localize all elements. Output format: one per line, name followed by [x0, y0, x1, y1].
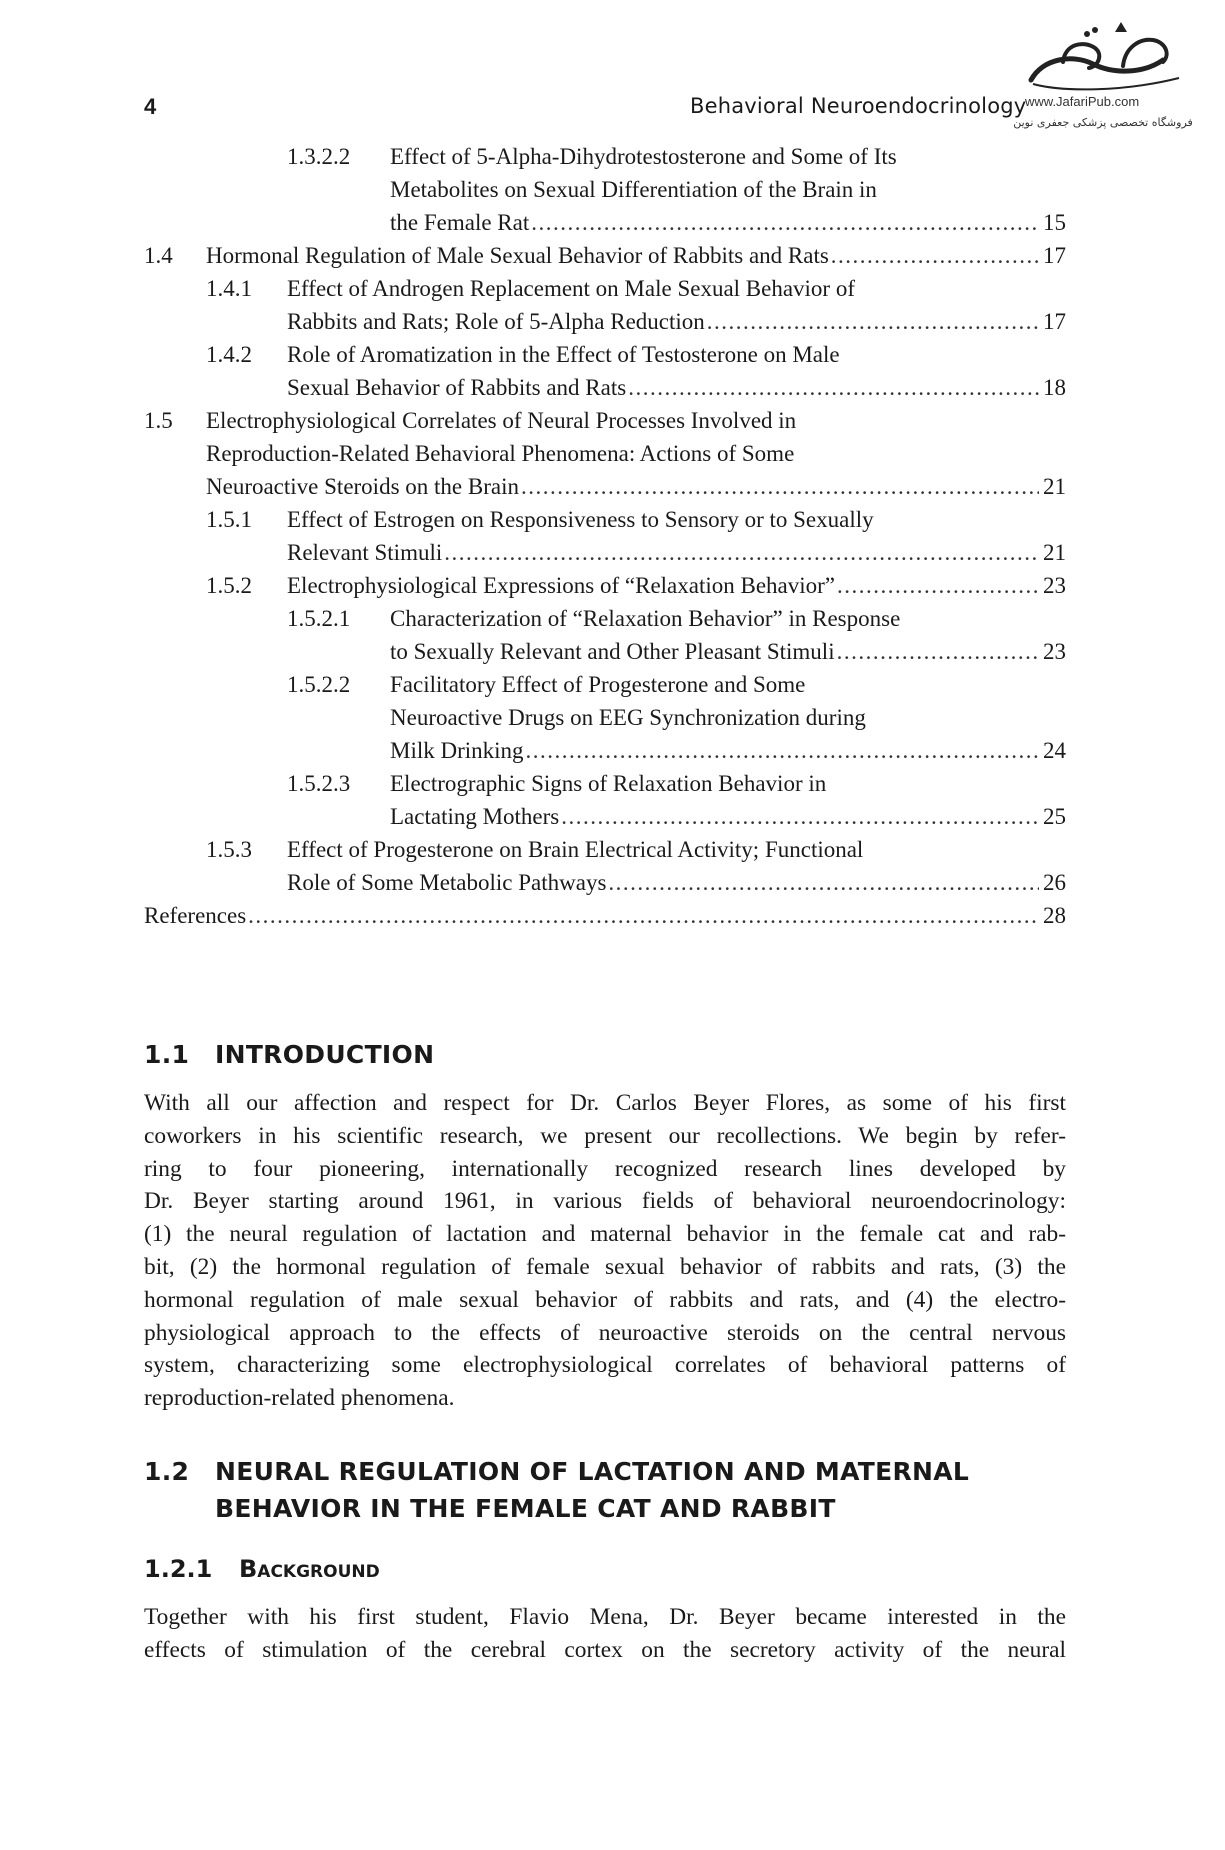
- paragraph-line: physiological approach to the effects of neuroactive steroids on the central nervous: [144, 1319, 1066, 1346]
- paragraph-line: bit, (2) the hormonal regulation of female sexual behavior of rabbits and rats, (3) the: [144, 1253, 1066, 1280]
- toc-entry-text: Characterization of “Relaxation Behavior” in Response: [390, 606, 901, 631]
- paragraph-line: hormonal regulation of male sexual behavior of rabbits and rats, and (4) the electro-: [144, 1286, 1066, 1313]
- toc-entry-text: Lactating Mothers: [390, 804, 560, 829]
- toc-entry-page: 24: [1043, 738, 1066, 763]
- toc-entry-text: Effect of Androgen Replacement on Male Sexual Behavior of: [287, 276, 856, 301]
- toc-entry-number: 1.3.2.2: [287, 144, 351, 169]
- watermark-shop-name: فروشگاه تخصصی پزشکی جعفری نوین: [1013, 116, 1193, 129]
- toc-entry-number: 1.5.2.2: [287, 672, 351, 697]
- toc-entry-page: 23: [1043, 573, 1066, 598]
- running-title: Behavioral Neuroendocrinology: [690, 94, 1027, 118]
- toc-entry-page: 15: [1043, 210, 1066, 235]
- toc-entry-text: Facilitatory Effect of Progesterone and Some: [390, 672, 806, 697]
- toc-entry-page: 17: [1043, 243, 1066, 268]
- toc-entry-text: Neuroactive Steroids on the Brain: [206, 474, 519, 499]
- toc-leader-dots: [521, 471, 1039, 503]
- toc-entry-text: Relevant Stimuli: [287, 540, 443, 565]
- toc-entry-number: 1.5: [144, 408, 173, 433]
- toc-leader-dots: [561, 801, 1039, 833]
- toc-entry-number: 1.5.2.1: [287, 606, 351, 631]
- section-title: INTRODUCTION: [215, 1040, 435, 1069]
- toc-entry-number: 1.4.1: [206, 276, 252, 301]
- toc-entry-number: 1.5.3: [206, 837, 252, 862]
- toc-leader-dots: [608, 867, 1039, 899]
- toc-entry-page: 18: [1043, 375, 1066, 400]
- section-title-line: BEHAVIOR IN THE FEMALE CAT AND RABBIT: [215, 1494, 836, 1523]
- toc-entry-text: Effect of Progesterone on Brain Electrical Activity; Functional: [287, 837, 864, 862]
- toc-leader-dots: [526, 735, 1039, 767]
- calligraphy-logo-icon: [1003, 18, 1203, 98]
- paragraph-line: Dr. Beyer starting around 1961, in various fields of behavioral neuroendocrinology:: [144, 1188, 1066, 1215]
- toc-entry-number: 1.4: [144, 243, 173, 268]
- watermark-url: www.JafariPub.com: [1025, 94, 1140, 109]
- toc-entry-text: Effect of Estrogen on Responsiveness to Sensory or to Sexually: [287, 507, 874, 532]
- toc-entry-number: 1.4.2: [206, 342, 252, 367]
- paragraph-line: (1) the neural regulation of lactation and maternal behavior in the female cat and rab-: [144, 1221, 1066, 1248]
- background-paragraph: [144, 1601, 1066, 1667]
- paragraph-line: With all our affection and respect for Dr. Carlos Beyer Flores, as some of his first: [144, 1090, 1066, 1116]
- toc-leader-dots: [707, 306, 1039, 338]
- toc-entry-text: Milk Drinking: [390, 738, 524, 763]
- paragraph-line: ring to four pioneering, internationally recognized research lines developed by: [144, 1155, 1066, 1182]
- toc-entry-text: References: [144, 903, 247, 928]
- toc-entry-text: to Sexually Relevant and Other Pleasant Stimuli: [390, 639, 835, 664]
- toc-entry-text: Rabbits and Rats; Role of 5-Alpha Reduction: [287, 309, 705, 334]
- toc-entry-text: Role of Some Metabolic Pathways: [287, 870, 607, 895]
- toc-leader-dots: [831, 240, 1039, 272]
- section-title-line: NEURAL REGULATION OF LACTATION AND MATERNAL: [215, 1457, 970, 1486]
- paragraph-line: reproduction-related phenomena.: [144, 1385, 455, 1412]
- toc-entry-text: Metabolites on Sexual Differentiation of the Brain in: [390, 177, 877, 202]
- toc-entry-page: 28: [1043, 903, 1066, 928]
- toc-leader-dots: [444, 537, 1039, 569]
- paragraph-line: system, characterizing some electrophysiological correlates of behavioral patterns of: [144, 1352, 1066, 1379]
- toc-leader-dots: [837, 570, 1039, 602]
- toc-entry-text: Role of Aromatization in the Effect of Testosterone on Male: [287, 342, 840, 367]
- toc-entry-text: Electrographic Signs of Relaxation Behavior in: [390, 771, 827, 796]
- toc-entry-page: 23: [1043, 639, 1066, 664]
- toc-entry-text: Effect of 5-Alpha-Dihydrotestosterone and Some of Its: [390, 144, 897, 169]
- toc-entry-text: Sexual Behavior of Rabbits and Rats: [287, 375, 627, 400]
- toc-entry-text: Electrophysiological Expressions of “Relaxation Behavior”: [287, 573, 836, 598]
- toc-leader-dots: [628, 372, 1039, 404]
- toc-entry-text: Reproduction-Related Behavioral Phenomena: Actions of Some: [206, 441, 795, 466]
- toc-entry-text: Neuroactive Drugs on EEG Synchronization during: [390, 705, 866, 730]
- section-heading-neural-regulation: [144, 1457, 1066, 1529]
- introduction-paragraph: [144, 1087, 1066, 1415]
- toc-entry-number: 1.5.2: [206, 573, 252, 598]
- paragraph-line: coworkers in his scientific research, we present our recollections. We begin by refer-: [144, 1122, 1066, 1149]
- toc-leader-dots: [837, 636, 1039, 668]
- toc-entry-number: 1.5.2.3: [287, 771, 351, 796]
- toc-entry-number: 1.5.1: [206, 507, 252, 532]
- section-number: 1.1: [144, 1040, 190, 1069]
- section-number: 1.2: [144, 1457, 190, 1486]
- toc-leader-dots: [248, 900, 1039, 932]
- paragraph-line: effects of stimulation of the cerebral cortex on the secretory activity of the neural: [144, 1636, 1066, 1663]
- toc-entry-text: Electrophysiological Correlates of Neural Processes Involved in: [206, 408, 797, 433]
- toc-entry-page: 21: [1043, 474, 1066, 499]
- toc-leader-dots: [531, 207, 1039, 239]
- toc-entry-text: the Female Rat: [390, 210, 530, 235]
- toc-entry-page: 25: [1043, 804, 1066, 829]
- toc-entry-page: 17: [1043, 309, 1066, 334]
- subsection-title: Background: [239, 1555, 380, 1583]
- section-heading-introduction: [144, 1040, 1066, 1074]
- toc-entry-page: 21: [1043, 540, 1066, 565]
- publisher-watermark: [1003, 18, 1203, 138]
- page-number: 4: [144, 94, 157, 119]
- subsection-heading-background: [144, 1555, 1066, 1587]
- subsection-number: 1.2.1: [144, 1555, 213, 1583]
- toc-entry-page: 26: [1043, 870, 1066, 895]
- toc-entry-text: Hormonal Regulation of Male Sexual Behavior of Rabbits and Rats: [206, 243, 829, 268]
- paragraph-line: Together with his first student, Flavio Mena, Dr. Beyer became interested in the: [144, 1604, 1066, 1630]
